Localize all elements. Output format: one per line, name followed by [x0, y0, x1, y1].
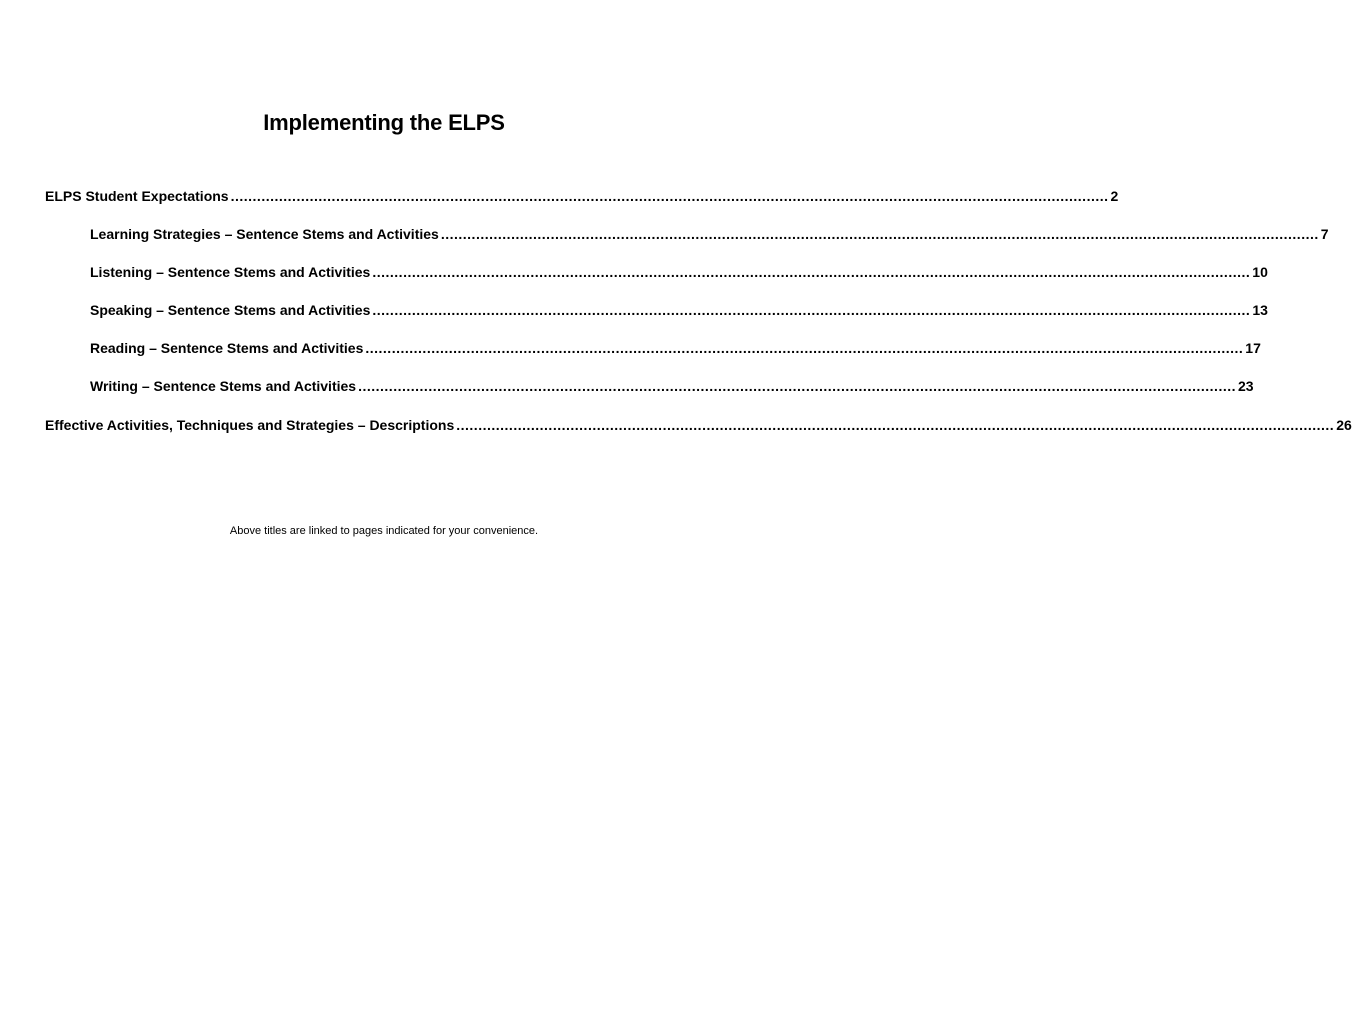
toc-entry-label: Listening – Sentence Stems and Activities	[90, 264, 371, 280]
link-note: Above titles are linked to pages indicated for your convenience.	[229, 525, 539, 537]
toc-entry-writing[interactable]	[90, 378, 1254, 402]
toc-dot-leader: ........................................................................................................................................................................................................	[372, 264, 1251, 280]
toc-dot-leader: ........................................................................................................................................................................................................	[365, 340, 1244, 356]
toc-entry-listening[interactable]	[90, 264, 1268, 288]
toc-dot-leader: ........................................................................................................................................................................................................	[372, 302, 1251, 318]
toc-entry-speaking[interactable]	[90, 302, 1268, 326]
toc-page-number: 26	[1336, 417, 1352, 433]
toc-entry-label: Effective Activities, Techniques and Strategies – Descriptions	[45, 417, 455, 433]
toc-entry-effective-activities[interactable]	[45, 417, 1352, 441]
toc-entry-reading[interactable]	[90, 340, 1261, 364]
toc-dot-leader: ........................................................................................................................................................................................................	[358, 378, 1237, 394]
toc-page-number: 10	[1252, 264, 1268, 280]
toc-entry-label: Speaking – Sentence Stems and Activities	[90, 302, 371, 318]
toc-dot-leader: ........................................................................................................................................................................................................	[456, 417, 1335, 433]
toc-entry-label: Reading – Sentence Stems and Activities	[90, 340, 364, 356]
toc-page-number: 7	[1320, 226, 1329, 242]
page-title: Implementing the ELPS	[263, 110, 505, 135]
toc-entry-elps-student-expectations[interactable]	[45, 188, 1119, 212]
toc-dot-leader: ........................................................................................................................................................................................................	[440, 226, 1319, 242]
toc-page-number: 13	[1252, 302, 1268, 318]
toc-page-number: 17	[1245, 340, 1261, 356]
toc-entry-label: ELPS Student Expectations	[45, 188, 229, 204]
toc-page-number: 2	[1110, 188, 1119, 204]
toc-dot-leader: ........................................................................................................................................................................................................	[230, 188, 1109, 204]
toc-entry-label: Learning Strategies – Sentence Stems and Activities	[90, 226, 439, 242]
toc-entry-label: Writing – Sentence Stems and Activities	[90, 378, 357, 394]
toc-page-number: 23	[1238, 378, 1254, 394]
toc-entry-learning-strategies[interactable]	[90, 226, 1329, 250]
